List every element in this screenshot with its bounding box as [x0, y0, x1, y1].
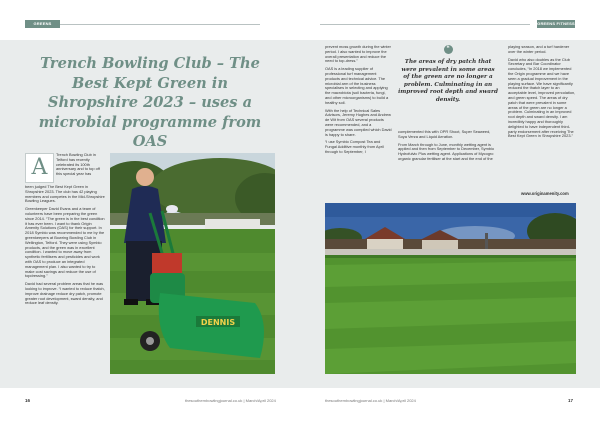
footer-url-right: thesouthernbowlingjournal.co.uk | March/April 2024 — [325, 398, 416, 403]
pull-quote-text: The areas of dry patch that were prevalent in some areas of the green are no longer a problem. Culminating in an improved root depth and sward density. — [398, 59, 498, 103]
column-1 — [25, 185, 105, 309]
section-tag-right: GREENS FITNESS — [537, 21, 575, 26]
mower-brand-label: DENNIS — [200, 318, 236, 327]
greenkeeper-mower-photo — [110, 153, 275, 374]
paragraph: David had several problem areas that he was looking to improve. “I wanted to reduce thatch, improve drainage reduce dry patch, promote greater root development, sward density, and reduce leaf density. — [25, 281, 105, 306]
website-link[interactable]: www.originamenity.com — [521, 191, 569, 196]
column-4 — [398, 130, 498, 165]
bowling-green-photo — [325, 203, 576, 374]
paragraph: prevent moss growth during the winter period. I also wanted to improve the overall presentation and reduce the need to top-dress.” — [325, 44, 391, 64]
paragraph: complemented this with OPR Shoot, Super Seaweed, Soya Verza and Liquid Aeration. — [398, 129, 491, 139]
top-rule-right — [320, 24, 530, 25]
column-5 — [508, 45, 576, 142]
paragraph: “I use Symbio Compost Tea and Fungal Additive monthly from April through to September, I — [325, 139, 384, 154]
article-title: Trench Bowling Club – The Best Kept Green in Shropshire 2023 – uses a microbial programme from OAS — [38, 55, 262, 150]
paragraph: David who also doubles as the Club Secretary and Bar Coordinator concludes, “In 2018 we implemented the Origin programme and we have seen a gradual improvement in the playing surface. We have significantly reduced the thatch layer to an acceptable level, improved percolation, and green speed. The areas of dry patch that were prevalent in some areas of the green are no longer a problem. Culminating in an improved root depth and sward density. I am incredibly happy and thoroughly delighted to have independent third-party endorsement after receiving The Best Kept Green in Shropshire 2023.” — [508, 56, 576, 139]
paragraph: been judged The Best Kept Green in Shropshire 2023. The club has 42 playing members and competes in the Mid-Shropshire Bowling Leagues. — [25, 184, 105, 204]
paragraph: Greenkeeper David Evans and a team of volunteers have been preparing the green since 2014. “The green is in the best condition it has ever been. I want to thank Origin Amenity Solutions (OAS) for their support. In 2018 Symbio was recommended to me by the greenkeepers at Bowring Bowling Club in Wellington, Telford. They were using Symbio products, and the green was in excellent condition. I wanted to move away from synthetic fertilisers and pesticides and work with OAS to produce an integrated management plan. I also wanted to try to make cost savings and reduce the use of topdressing.” — [25, 206, 105, 279]
column-3 — [325, 45, 392, 158]
paragraph: OAS is a leading supplier of professional turf management products and technical advice. The microbial arm of the business specialises in selecting and applying the macrobiota (soil bacteria, fungi, and other microorganisms) to build a healthy soil. — [325, 66, 389, 105]
intro-paragraph: Trench Bowling Club in Telford has recently celebrated its 100th anniversary and to top off this special year has — [56, 152, 100, 177]
page-number-left: 16 — [25, 398, 31, 403]
page-number-right: 17 — [568, 398, 574, 403]
intro-text — [56, 153, 106, 180]
paragraph: With the help of Technical Sales Advisors, Jeremy Hughes and Andrew de Wit from OAS several products were recommended, and a programme was compiled which David is happy to share. — [325, 107, 392, 137]
paragraph: playing season, and a turf hardener over the winter period. — [508, 44, 570, 54]
section-tag-left: GREENS FITNESS — [25, 20, 60, 28]
footer-url-left: thesouthernbowlingjournal.co.uk | March/April 2024 — [185, 398, 276, 403]
paragraph: From March through to June, monthly wetting agent is applied and then from September to December, Symbio Hydrofulvic Plus wetting agent. Applications of Mycogro organic granular fertiliser at the start and the end of the — [398, 141, 495, 161]
quote-icon: ❝ — [444, 45, 453, 54]
pull-quote — [398, 45, 498, 105]
drop-cap: A — [25, 153, 54, 183]
top-rule-left — [60, 24, 260, 25]
